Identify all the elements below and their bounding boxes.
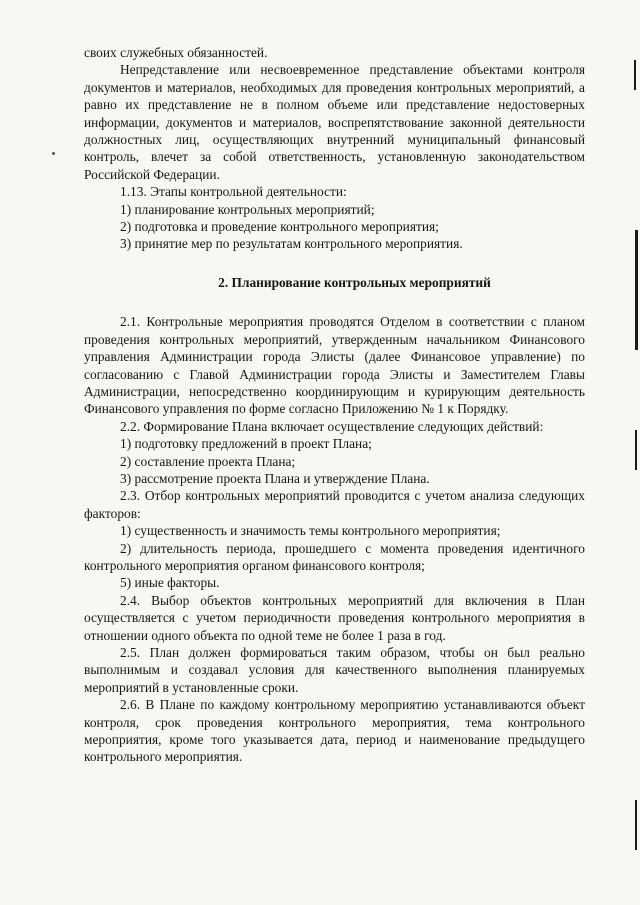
list-item: 2) подготовка и проведение контрольного мероприятия;	[120, 219, 439, 235]
scan-edge-mark	[635, 430, 637, 470]
scan-edge-mark	[634, 60, 636, 90]
paragraph: 2.4. Выбор объектов контрольных мероприятий для включения в План осуществляется с учетом периодичности проведения контрольного мероприятия в отношении одного объекта по одной теме не более 1 раза в год.	[84, 592, 585, 643]
list-item: 1.13. Этапы контрольной деятельности:	[120, 184, 347, 200]
list-item: 1) подготовку предложений в проект Плана;	[120, 436, 372, 452]
document-page	[84, 44, 585, 766]
paragraph: 2.1. Контрольные мероприятия проводятся Отделом в соответствии с планом проведения контрольных мероприятий, утвержденным начальником Финансового управления Администрации города Элисты (далее Финансовое управление) по согласованию с Главой Администрации города Элисты и Заместителем Главы Администрации, непосредственно координирующим и курирующим деятельность Финансового управления по форме согласно Приложению № 1 к Порядку.	[84, 314, 585, 417]
paragraph: Непредставление или несвоевременное представление объектами контроля документов и материалов, необходимых для проведения контрольных мероприятий, а равно их представление не в полном объеме или представление недостоверных информации, документов и материалов, воспрепятствование законной деятельности должностных лиц, осуществляющих внутренний муниципальный финансовый контроль, влечет за собой ответственность, установленную законодательством Российской Федерации.	[84, 62, 585, 182]
paragraph: 2.3. Отбор контрольных мероприятий проводится с учетом анализа следующих факторов:	[84, 488, 585, 521]
list-item: 3) принятие мер по результатам контрольного мероприятия.	[120, 236, 463, 252]
scan-dot	[52, 152, 55, 155]
scan-edge-mark	[635, 800, 637, 850]
scan-edge-mark	[635, 230, 638, 350]
list-item: 5) иные факторы.	[120, 575, 220, 591]
list-item: 2) составление проекта Плана;	[120, 453, 296, 469]
list-item: 1) существенность и значимость темы контрольного мероприятия;	[120, 523, 501, 539]
paragraph: своих служебных обязанностей.	[84, 45, 268, 60]
paragraph: 2.2. Формирование Плана включает осуществление следующих действий:	[120, 418, 544, 434]
paragraph: 2.5. План должен формироваться таким образом, чтобы он был реально выполнимым и создавал условия для качественного выполнения планируемых мероприятий в установленные сроки.	[84, 645, 585, 695]
list-item: 3) рассмотрение проекта Плана и утверждение Плана.	[120, 470, 430, 486]
paragraph: 2) длительность периода, прошедшего с момента проведения идентичного контрольного мероприятия органом финансового контроля;	[84, 540, 585, 573]
list-item: 1) планирование контрольных мероприятий;	[120, 201, 375, 217]
section-heading: 2. Планирование контрольных мероприятий	[218, 274, 491, 290]
paragraph: 2.6. В Плане по каждому контрольному мероприятию устанавливаются объект контроля, срок проведения контрольного мероприятия, тема контрольного мероприятия, кроме того указывается дата, период и наименование предыдущего контрольного мероприятия.	[84, 697, 585, 765]
